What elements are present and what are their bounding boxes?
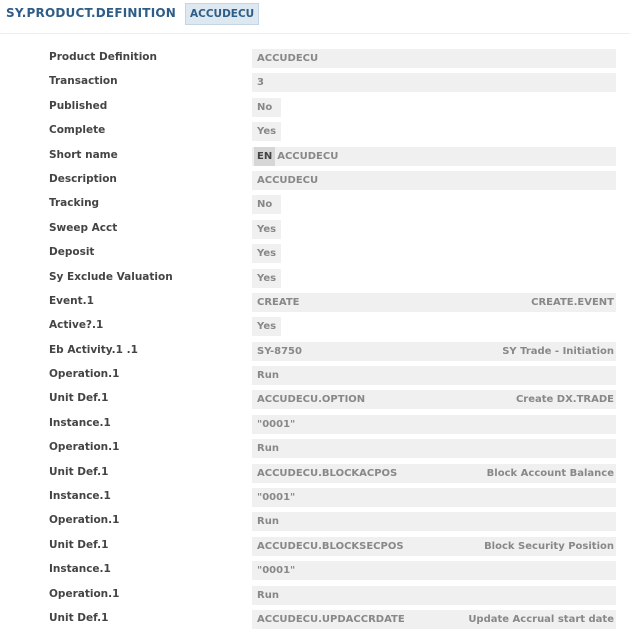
- field-description: Create DX.TRADE: [515, 394, 614, 406]
- field-row: [0, 146, 630, 170]
- field-row: [0, 292, 630, 316]
- field-row: [0, 438, 630, 462]
- field-value: [252, 317, 281, 336]
- field-label: Unit Def.1: [49, 611, 109, 624]
- field-value: [252, 610, 616, 629]
- field-value: [252, 98, 281, 117]
- field-value-text: ACCUDECU: [257, 53, 319, 64]
- field-description: CREATE.EVENT: [531, 296, 614, 308]
- field-value-text: ACCUDECU: [277, 150, 339, 162]
- field-row: [0, 487, 630, 511]
- field-label: Short name: [49, 148, 118, 161]
- field-label: Description: [49, 172, 117, 185]
- field-label: Operation.1: [49, 368, 120, 381]
- field-value-text: ACCUDECU.BLOCKACPOS: [257, 467, 398, 479]
- field-description: Block Account Balance: [486, 467, 614, 479]
- field-label: Operation.1: [49, 587, 120, 600]
- field-value: [252, 512, 616, 531]
- field-value-text: Run: [257, 443, 279, 455]
- field-value-text: ACCUDECU.OPTION: [257, 394, 366, 406]
- field-description: Update Accrual start date: [468, 613, 614, 625]
- field-row: [0, 609, 630, 633]
- field-label: Published: [49, 99, 108, 112]
- field-row: [0, 389, 630, 413]
- field-label: Unit Def.1: [49, 465, 109, 478]
- field-label: Sweep Acct: [49, 221, 118, 234]
- field-value-text: "0001": [257, 418, 296, 430]
- field-value-text: Run: [257, 370, 279, 382]
- field-value-text: Yes: [257, 223, 277, 235]
- field-row: [0, 560, 630, 584]
- field-value: [252, 171, 616, 190]
- record-header: [0, 0, 630, 34]
- field-value: [252, 49, 616, 68]
- field-row: [0, 414, 630, 438]
- field-value: [252, 122, 281, 141]
- field-label: Complete: [49, 124, 106, 137]
- field-label: Transaction: [49, 75, 118, 88]
- field-value-text: Yes: [257, 248, 277, 260]
- field-value-text: CREATE: [257, 296, 300, 308]
- field-row: [0, 316, 630, 340]
- field-row: [0, 48, 630, 72]
- field-value: [252, 293, 616, 312]
- field-value: [252, 439, 616, 458]
- field-value: [252, 415, 616, 434]
- field-value-text: No: [257, 101, 273, 113]
- field-row: [0, 194, 630, 218]
- field-label: Unit Def.1: [49, 392, 109, 405]
- field-label: Instance.1: [49, 416, 111, 429]
- field-row: [0, 585, 630, 609]
- field-value: [252, 195, 281, 214]
- field-label: Sy Exclude Valuation: [49, 270, 173, 283]
- field-row: [0, 121, 630, 145]
- field-value: [252, 366, 616, 385]
- field-label: Event.1: [49, 294, 94, 307]
- field-label: Product Definition: [49, 51, 157, 63]
- field-value: [252, 488, 616, 507]
- field-value: [252, 561, 616, 580]
- field-row: [0, 365, 630, 389]
- field-value: [252, 537, 616, 556]
- field-value-text: "0001": [257, 492, 296, 504]
- field-value-text: ACCUDECU.BLOCKSECPOS: [257, 540, 404, 552]
- field-value: [252, 390, 616, 409]
- field-value-text: Run: [257, 589, 279, 601]
- field-row: [0, 511, 630, 535]
- field-label: Instance.1: [49, 563, 111, 576]
- field-value-text: ACCUDECU.UPDACCRDATE: [257, 613, 405, 625]
- field-label: Instance.1: [49, 490, 111, 503]
- language-code-badge: EN: [254, 147, 275, 166]
- field-value: [252, 269, 281, 288]
- field-row: [0, 72, 630, 96]
- field-value-text: "0001": [257, 565, 296, 577]
- field-value-text: Yes: [257, 126, 277, 138]
- field-row: [0, 243, 630, 267]
- field-value-text: No: [257, 199, 273, 211]
- field-value-text: Run: [257, 516, 279, 528]
- field-value-text: Yes: [257, 272, 277, 284]
- field-value: [252, 342, 616, 361]
- record-id-badge[interactable]: ACCUDECU: [185, 3, 259, 25]
- field-row: [0, 341, 630, 365]
- field-row: [0, 268, 630, 292]
- field-value-text: 3: [257, 77, 264, 89]
- field-value-text: Yes: [257, 321, 277, 333]
- field-value: [252, 73, 616, 92]
- field-value: [252, 464, 616, 483]
- field-description: Block Security Position: [484, 540, 614, 552]
- field-label: Unit Def.1: [49, 538, 109, 551]
- field-label: Tracking: [49, 197, 100, 210]
- field-value: [252, 220, 281, 239]
- field-list: [0, 48, 630, 633]
- field-value-text: SY-8750: [257, 345, 302, 357]
- field-label: Active?.1: [49, 319, 104, 332]
- field-row: [0, 219, 630, 243]
- field-value: [252, 244, 281, 263]
- field-row: [0, 536, 630, 560]
- application-title: SY.PRODUCT.DEFINITION: [6, 6, 176, 20]
- field-value-text: ACCUDECU: [257, 174, 319, 186]
- field-label: Deposit: [49, 246, 95, 259]
- field-value: [252, 586, 616, 605]
- field-row: [0, 463, 630, 487]
- field-label: Eb Activity.1 .1: [49, 343, 138, 356]
- field-label: Operation.1: [49, 441, 120, 454]
- field-label: Operation.1: [49, 514, 120, 527]
- field-row: [0, 97, 630, 121]
- field-description: SY Trade - Initiation: [502, 345, 614, 357]
- field-row: [0, 170, 630, 194]
- field-value: [252, 147, 616, 166]
